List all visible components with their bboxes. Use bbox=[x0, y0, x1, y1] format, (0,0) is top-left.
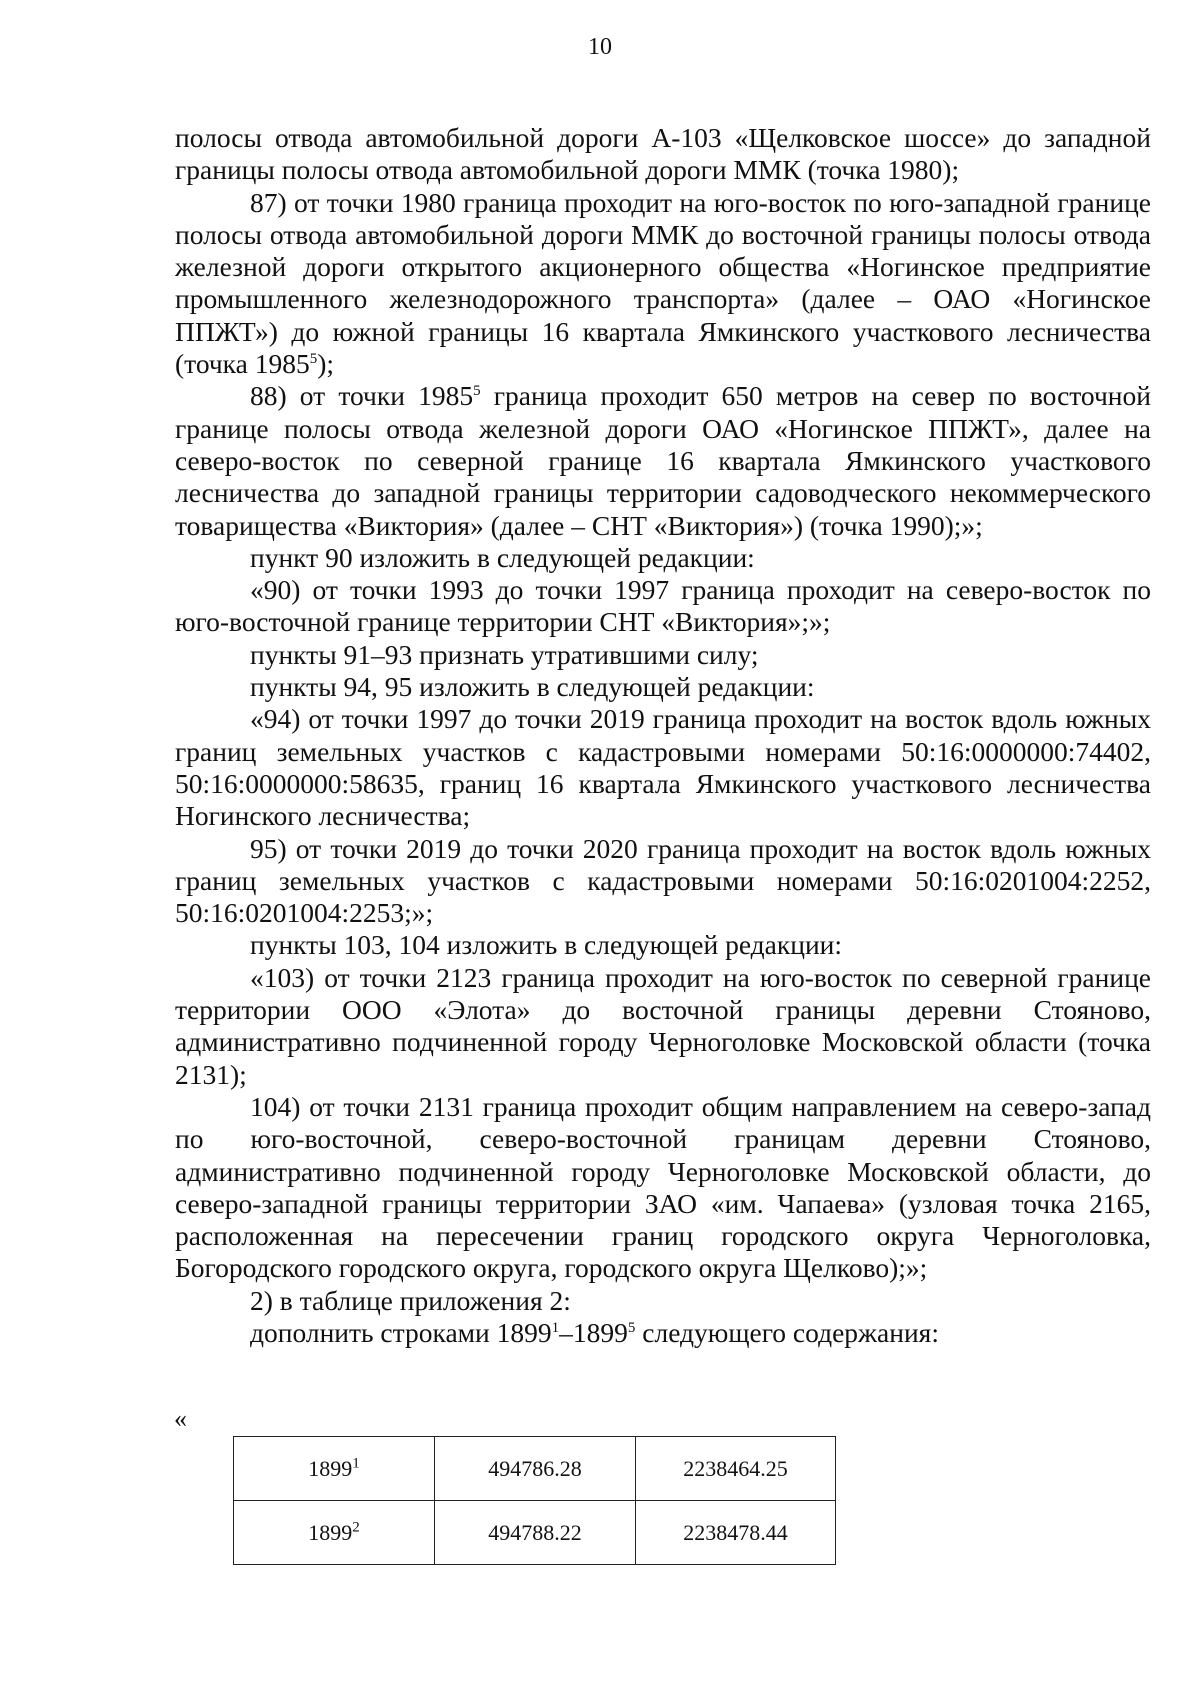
superscript: 5 bbox=[473, 383, 481, 400]
paragraph-items-91-93: пункты 91–93 признать утратившими силу; bbox=[250, 638, 759, 670]
coordinates-table bbox=[233, 1436, 836, 1565]
paragraph-90: «90) от точки 1993 до точки 1997 граница проходит на северо-восток по юго-восточной границе территории СНТ «Виктория»;»; bbox=[175, 574, 1151, 638]
superscript: 1 bbox=[551, 1319, 560, 1336]
paragraph-95: 95) от точки 2019 до точки 2020 граница проходит на восток вдоль южных границ земельных участков с кадастровыми номерами 50:16:0201004:2252, 50:16:0201004:2253;»; bbox=[175, 832, 1151, 929]
point-superscript: 2 bbox=[352, 1519, 360, 1536]
paragraph-87-end: ); bbox=[317, 348, 335, 380]
document-body bbox=[175, 122, 1151, 1349]
add-rows-dash: –1899 bbox=[559, 1316, 628, 1348]
y-coordinate-cell: 2238464.25 bbox=[636, 1437, 836, 1501]
x-coordinate-cell: 494788.22 bbox=[435, 1501, 636, 1565]
point-number: 1899 bbox=[308, 1519, 353, 1545]
point-cell bbox=[234, 1501, 435, 1565]
table-row bbox=[234, 1437, 836, 1501]
paragraph-table-appendix: 2) в таблице приложения 2: bbox=[250, 1284, 571, 1316]
x-coordinate-cell: 494786.28 bbox=[435, 1437, 636, 1501]
paragraph-items-103-104-intro: пункты 103, 104 изложить в следующей редакции: bbox=[250, 929, 843, 961]
paragraph-item-90-intro: пункт 90 изложить в следующей редакции: bbox=[250, 541, 755, 573]
paragraph-continuation: полосы отвода автомобильной дороги А-103 «Щелковское шоссе» до западной границы полосы отвода автомобильной дороги ММК (точка 1980); bbox=[175, 122, 1151, 186]
add-rows-end: следующего содержания: bbox=[635, 1316, 939, 1348]
paragraph-103: «103) от точки 2123 граница проходит на юго-восток по северной границе территории ООО «Элота» до восточной границы деревни Стояново, административно подчиненной городу Черноголовке Московской области (точка 2131); bbox=[175, 961, 1151, 1090]
paragraph-94: «94) от точки 1997 до точки 2019 граница проходит на восток вдоль южных границ земельных участков с кадастровыми номерами 50:16:0000000:74402, 50:16:0000000:58635, границ 16 квартала Ямкинского участкового лесничества Ногинского лесничества; bbox=[175, 703, 1151, 832]
y-coordinate-cell: 2238478.44 bbox=[636, 1501, 836, 1565]
add-rows-start: дополнить строками 1899 bbox=[250, 1316, 552, 1348]
paragraph-88 bbox=[175, 380, 1151, 541]
paragraph-88-start: 88) от точки 1985 bbox=[250, 380, 474, 412]
page-number: 10 bbox=[588, 34, 612, 60]
paragraph-items-94-95-intro: пункты 94, 95 изложить в следующей редакции: bbox=[250, 671, 815, 703]
paragraph-104: 104) от точки 2131 граница проходит общим направлением на северо-запад по юго-восточной, северо-восточной границам деревни Стояново, административно подчиненной городу Черноголовке Московской области, до северо-западной границы территории ЗАО «им. Чапаева» (узловая точка 2165, расположенная на пересечении границ городского округа Черноголовка, Богородского городского округа, городского округа Щелково);»; bbox=[175, 1090, 1151, 1284]
paragraph-87 bbox=[175, 187, 1151, 381]
paragraph-88-text: граница проходит 650 метров на север по восточной границе полосы отвода железной дороги ОАО «Ногинское ППЖТ», далее на северо-восток по северной границе 16 квартала Ямкинского участкового лесничества до западной границы территории садоводческого некоммерческого товарищества «Виктория» (далее – СНТ «Виктория») (точка 1990);»; bbox=[175, 380, 1151, 541]
opening-quote: « bbox=[174, 1404, 187, 1433]
table-row bbox=[234, 1501, 836, 1565]
paragraph-87-text: 87) от точки 1980 граница проходит на юго-восток по юго-западной границе полосы отвода автомобильной дороги ММК до восточной границы полосы отвода железной дороги открытого акционерного общества «Ногинское предприятие промышленного железнодорожного транспорта» (далее – ОАО «Ногинское ППЖТ») до южной границы 16 квартала Ямкинского участкового лесничества (точка 1985 bbox=[175, 186, 1151, 380]
point-cell bbox=[234, 1437, 435, 1501]
point-number: 1899 bbox=[308, 1455, 353, 1481]
paragraph-add-rows bbox=[175, 1317, 1151, 1349]
superscript: 5 bbox=[627, 1319, 636, 1336]
superscript: 5 bbox=[309, 350, 318, 367]
point-superscript: 1 bbox=[352, 1455, 360, 1472]
